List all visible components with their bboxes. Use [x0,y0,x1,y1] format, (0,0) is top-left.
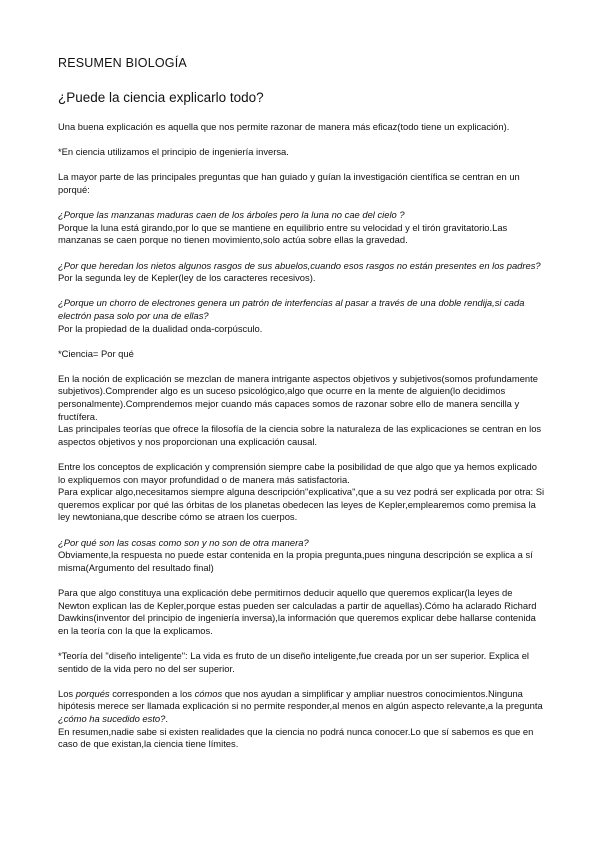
question: ¿Porque las manzanas maduras caen de los árboles pero la luna no cae del cielo ? [58,209,405,221]
paragraph: Para explicar algo,necesitamos siempre alguna descripción"explicativa",que a su vez podrá ser explicada por otra: Si queremos explicar por qué las órbitas de los planetas obedecen las leyes de Kepler,emplearemos como premisa la ley newtoniana,que describe cómo se atraen los cuerpos. [58,486,545,523]
text-run-italic: ¿cómo ha sucedido esto? [58,712,166,724]
paragraph: Entre los conceptos de explicación y comprensión siempre cabe la posibilidad de que algo que ya hemos explicado lo expliquemos con mayor profundidad o de manera más satisfactoria. [58,461,537,485]
text-run-italic: porqués [75,687,110,699]
paragraph: En la noción de explicación se mezclan de manera intrigante aspectos objetivos y subjetivos(somos profundamente subjetivos).Comprender algo es un suceso psicológico,algo que ocurre en la mente de alguien(lo decidimos personalmente).Comprendemos mejor cuando más capaces somos de razonar sobre ello de manera sencilla y fructífera. [58,372,538,422]
document-body [58,121,546,763]
text-run: . [165,712,168,724]
paragraph: Para que algo constituya una explicación debe permitirnos deducir aquello que queremos explicar(la leyes de Newton explican las de Kepler,porque estas pueden ser calculadas a partir de aquellas).Cómo ha aclarado Richard Dawkins(inventor del principio de ingeniería inversa),la información que queremos explicar debe hallarse contenida en la teoría con la que la explicamos. [58,586,537,636]
paragraph [58,688,546,726]
paragraph: Las principales teorías que ofrece la filosofía de la ciencia sobre la naturaleza de las explicaciones se centran en los aspectos objetivos y nos proporcionan una explicación causal. [58,423,542,447]
paragraph: *En ciencia utilizamos el principio de ingeniería inversa. [58,146,289,158]
question: ¿Por qué son las cosas como son y no son de otra manera? [58,536,309,548]
question: ¿Porque un chorro de electrones genera un patrón de interfencias al pasar a través de una doble rendija,si cada electrón pasa solo por una de ellas? [58,297,525,321]
text-run: Los [58,687,76,699]
document-title: RESUMEN BIOLOGÍA [58,56,187,70]
document-subtitle: ¿Puede la ciencia explicarlo todo? [58,90,264,105]
paragraph: En resumen,nadie sabe si existen realidades que la ciencia no podrá nunca conocer.Lo que sí sabemos es que en caso de que existan,la ciencia tiene límites. [58,725,534,750]
text-run: que nos ayudan a simplificar y ampliar nuestros conocimientos.Ninguna hipótesis merece ser llamada explicación si no permite responder,al menos en algún aspecto relevante,a la pregunta [58,687,543,712]
answer: Obviamente,la respuesta no puede estar contenida en la propia pregunta,pues ninguna descripción se explica a sí misma(Argumento del resultado final) [58,549,533,573]
question: ¿Por que heredan los nietos algunos rasgos de sus abuelos,cuando esos rasgos no están presentes en los padres? [58,259,541,271]
text-run-italic: cómos [194,687,223,699]
paragraph: La mayor parte de las principales preguntas que han guiado y guían la investigación científica se centran en un porqué: [58,171,520,195]
paragraph: Una buena explicación es aquella que nos permite razonar de manera más eficaz(todo tiene un explicación). [58,121,510,132]
answer: Por la segunda ley de Kepler(ley de los caracteres recesivos). [58,272,316,284]
answer: Porque la luna está girando,por lo que se mantiene en equilibrio entre su velocidad y el tirón gravitatorio.Las manzanas se caen porque no tienen movimiento,solo actúa sobre ellas la gravedad. [58,221,508,246]
text-run: corresponden a los [109,687,195,699]
paragraph: *Teoría del "diseño inteligente": La vida es fruto de un diseño inteligente,fue creada por un ser superior. Explica el sentido de la vida pero no del ser superior. [58,649,530,674]
paragraph: *Ciencia= Por qué [58,347,134,359]
answer: Por la propiedad de la dualidad onda-corpúsculo. [58,322,263,334]
